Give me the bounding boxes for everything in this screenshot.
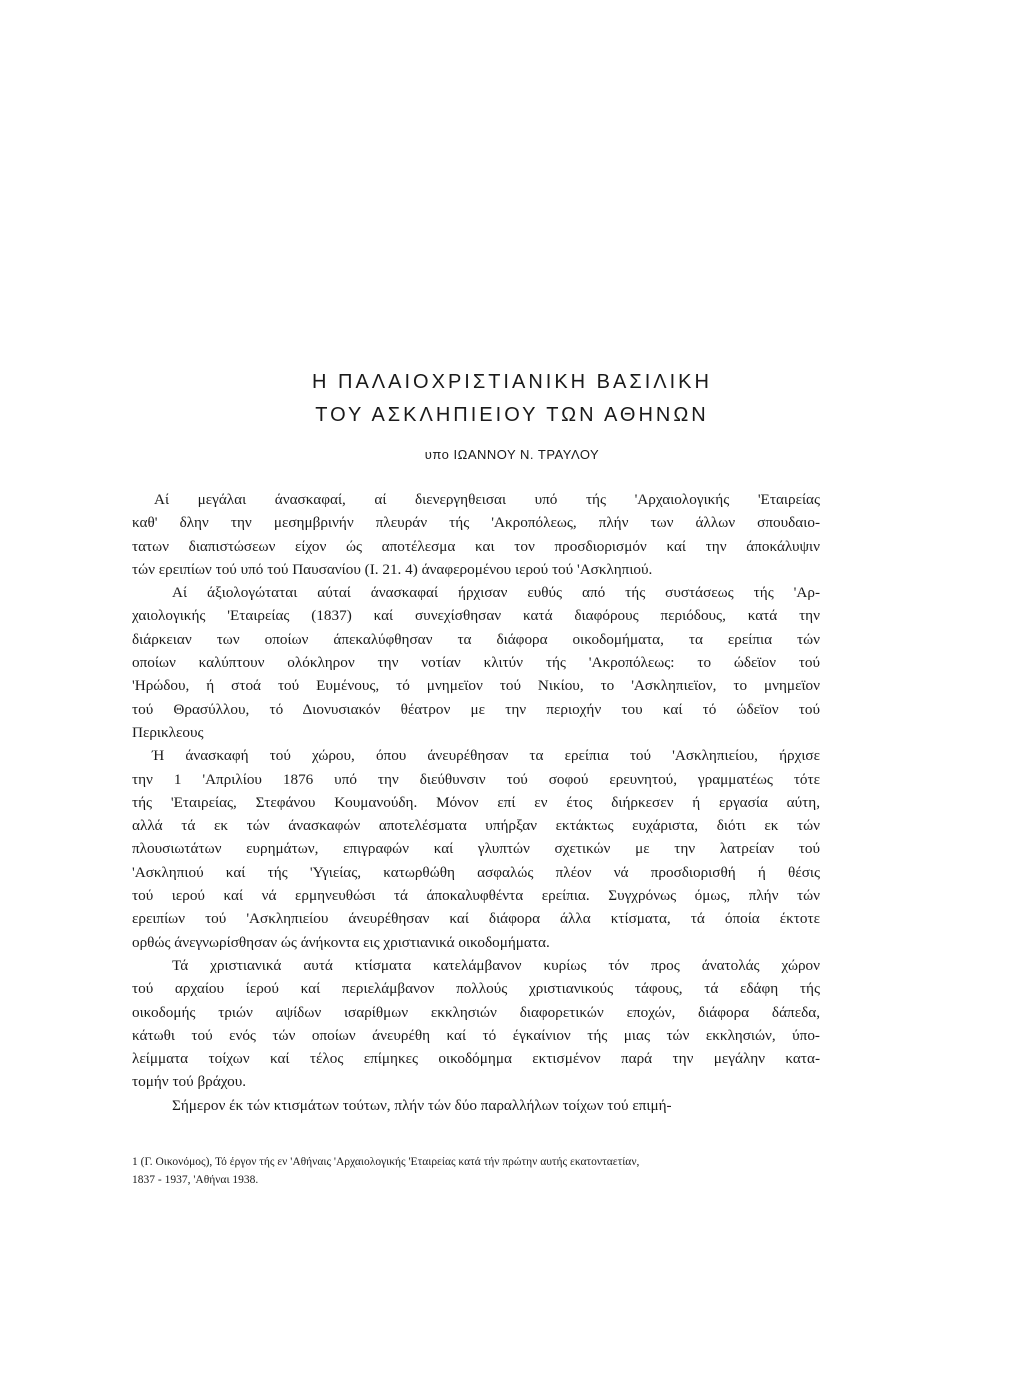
author-line: υπο ΙΩΑΝΝΟΥ Ν. ΤΡΑΥΛΟΥ bbox=[424, 447, 600, 462]
body-line: 'Ηρώδου, ή στοά τού Ευμένους, τό μνημεϊον τού Νικίου, το 'Ασκληπιεϊον, το μνημεϊον bbox=[132, 677, 820, 695]
title-line-1: Η ΠΑΛΑΙΟΧΡΙΣΤΙΑΝΙΚΗ ΒΑΣΙΛΙΚΗ bbox=[312, 371, 712, 393]
body-line: τατων διαπιστώσεων είχον ώς αποτέλεσμα και τον προσδιορισμόν καί την άποκάλυψιν bbox=[132, 537, 820, 555]
body-line: λείμματα τοίχων καί τέλος επίμηκες οικοδόμημα εκτισμένον παρά την μεγάλην κατα- bbox=[132, 1050, 820, 1068]
body-line: την 1 'Απριλίου 1876 υπό την διεύθυνσιν τού σοφού ερευνητού, γραμματέως τότε bbox=[132, 770, 820, 788]
body-line: κάτωθι τού ενός τών οποίων άνευρέθη καί τό έγκαίνιον τής μιας τών εκκλησιών, ύπο- bbox=[132, 1026, 820, 1044]
footnote bbox=[132, 1153, 822, 1189]
body-line: αλλά τά εκ τών άνασκαφών αποτελέσματα υπήρξαν εκτάκτως ευχάριστα, διότι εκ τών bbox=[132, 817, 820, 835]
body-line: 'Ασκληπιού καί τής 'Υγιείας, κατωρθώθη ασφαλώς πλέον νά προσδιορισθή ή θέσις bbox=[132, 863, 820, 881]
body-line: ορθώς άνεγνωρίσθησαν ώς άνήκοντα εις χριστιανικά οικοδομήματα. bbox=[132, 933, 550, 951]
body-line: καθ' δλην την μεσημβρινήν πλευράν τής 'Ακροπόλεως, πλήν των άλλων σπουδαιο- bbox=[132, 514, 820, 532]
body-line: τού Θρασύλλου, τό Διονυσιακόν θέατρον με την περιοχήν του καί τό ώδεϊον τού bbox=[132, 700, 820, 718]
body-line: Σήμερον έκ τών κτισμάτων τούτων, πλήν τών δύο παραλλήλων τοίχων τού επιμή- bbox=[172, 1096, 672, 1114]
body-line: διάρκειαν των οποίων άπεκαλύφθησαν τα διάφορα οικοδομήματα, τα ερείπια τών bbox=[132, 630, 820, 648]
body-line: τών ερειπίων τού υπό τού Παυσανίου (Ι. 21. 4) άναφερομένου ιερού τού 'Ασκληπιού. bbox=[132, 560, 653, 578]
body-line: πλουσιωτάτων ευρημάτων, επιγραφών καί γλυπτών σχετικών με την λατρείαν τού bbox=[132, 840, 820, 858]
body-line: Ή άνασκαφή τού χώρου, όπου άνευρέθησαν τα ερείπια τού 'Ασκληπιείου, ήρχισε bbox=[152, 747, 820, 765]
body-line: τού αρχαίου ίερού καί περιελάμβανον πολλούς χριστιανικούς τάφους, τά εδάφη τής bbox=[132, 980, 820, 998]
body-line: τομήν τού βράχου. bbox=[132, 1073, 247, 1091]
body-line: χαιολογικής 'Εταιρείας (1837) καί συνεχίσθησαν κατά διαφόρους περιόδους, κατά την bbox=[132, 607, 820, 625]
body-line: Αί άξιολογώταται αύταί άνασκαφαί ήρχισαν ευθύς από τής συστάσεως τής 'Αρ- bbox=[172, 584, 820, 602]
body-line: οποίων καλύπτουν ολόκληρον την νοτίαν κλιτύν τής 'Ακροπόλεως: το ώδεϊον τού bbox=[132, 654, 820, 672]
body-line: Περικλεους bbox=[132, 723, 204, 741]
footnote-line: 1837 - 1937, 'Αθήναι 1938. bbox=[132, 1174, 259, 1186]
body-line: ερειπίων τού 'Ασκληπιείου άνευρέθησαν καί διάφορα άλλα κτίσματα, τά όποία έκτοτε bbox=[132, 910, 820, 928]
body-text bbox=[132, 488, 820, 1117]
body-line: τού ιερού καί νά ερμηνευθώσι τά άποκαλυφθέντα ερείπια. Συγχρόνως όμως, πλήν τών bbox=[132, 887, 820, 905]
body-line: Αί μεγάλαι άνασκαφαί, αί διενεργηθεισαι υπό τής 'Αρχαιολογικής 'Εταιρείας bbox=[154, 491, 820, 508]
body-line: οικοδομής τριών αψίδων ισαρίθμων εκκλησιών διαφορετικών εποχών, διάφορα δάπεδα, bbox=[132, 1003, 820, 1021]
body-line: τής 'Εταιρείας, Στεφάνου Κουμανούδη. Μόνον επί εν έτος διήρκεσεν ή εργασία αύτη, bbox=[132, 793, 820, 811]
title-line-2: ΤΟΥ ΑΣΚΛΗΠΙΕΙΟΥ ΤΩΝ ΑΘΗΝΩΝ bbox=[315, 404, 709, 426]
body-line: Τά χριστιανικά αυτά κτίσματα κατελάμβανον κυρίως τόν προς άνατολάς χώρον bbox=[172, 956, 820, 974]
footnote-line: 1 (Γ. Οικονόμος), Τό έργον τής εν 'Αθήναις 'Αρχαιολογικής 'Εταιρείας κατά τήν πρώτην αυτής εκατονταετίαν, bbox=[132, 1156, 640, 1168]
